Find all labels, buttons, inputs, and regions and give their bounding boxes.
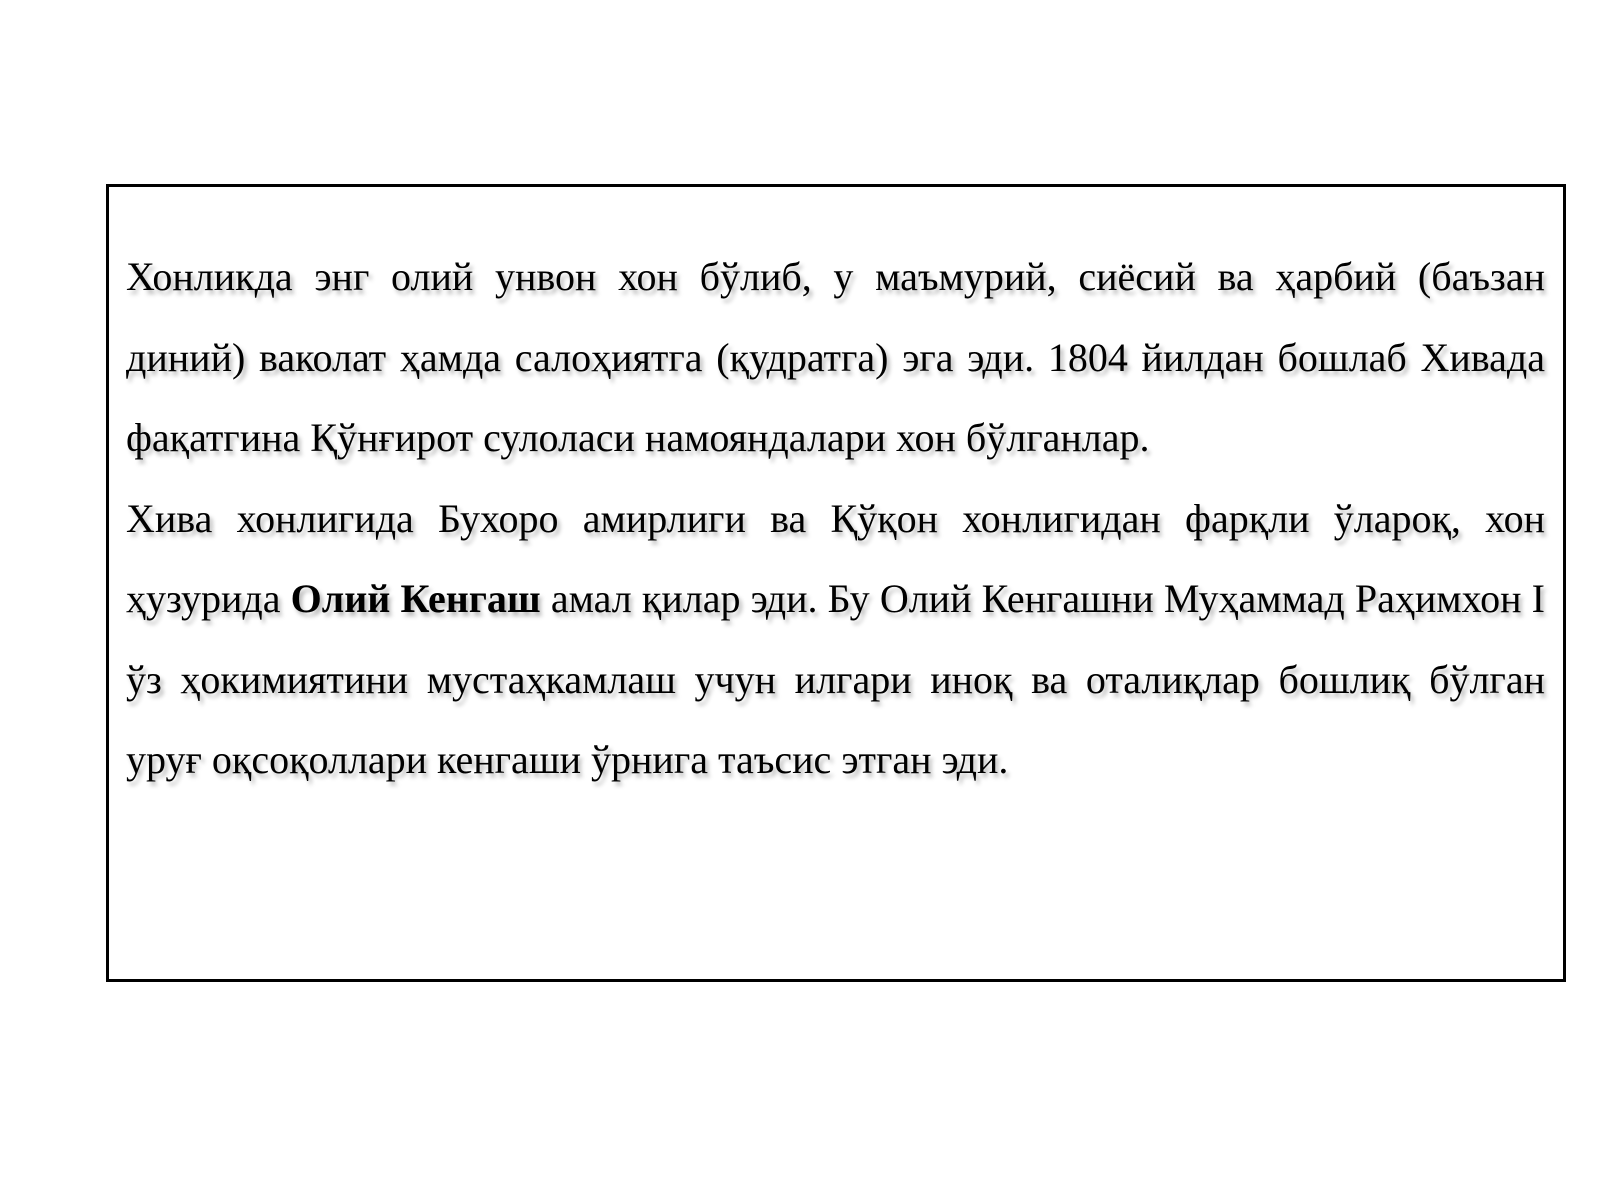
paragraph-2-intro: Хива хонлигида Бухоро амирлиги ва Қўқон хонлигидан фарқли ўлароқ, хон ҳузурида	[126, 495, 1545, 621]
paragraph-2	[126, 479, 1545, 801]
text-frame	[106, 184, 1566, 982]
paragraph-1: Хонликда энг олий унвон хон бўлиб, у маъмурий, сиёсий ва ҳарбий (баъзан диний) ваколат ҳамда салоҳиятга (қудратга) эга эди. 1804 йилдан бошлаб Хивада фақатгина Қўнғирот сулоласи намояндалари хон бўлганлар.	[126, 254, 1545, 460]
highlighted-term: Олий Кенгаш	[290, 576, 541, 621]
paragraph-2-rest: амал қилар эди. Бу Олий Кенгашни Муҳаммад Раҳимхон I ўз ҳокимиятини мустаҳкамлаш учун илгари иноқ ва оталиқлар бошлиқ бўлган уруғ оқсоқоллари кенгаши ўрнига таъсис этган эди.	[126, 576, 1545, 782]
